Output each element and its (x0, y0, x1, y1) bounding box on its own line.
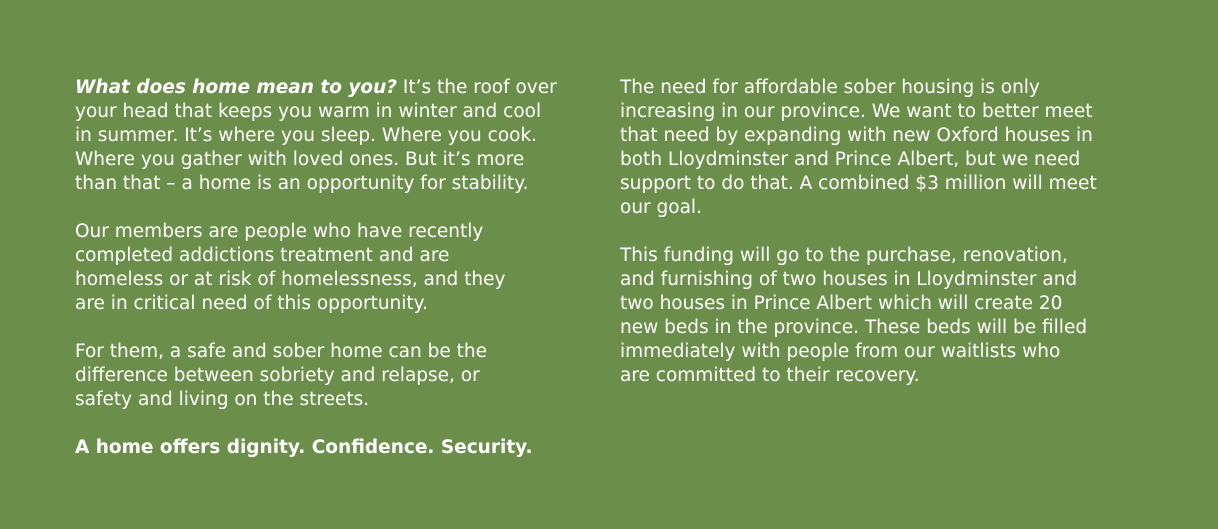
intro-text-line: in summer. It’s where you sleep. Where you cook. (75, 125, 538, 146)
funding-paragraph (620, 244, 1140, 388)
intro-question: What does home mean to you? (75, 77, 398, 98)
safe-home-paragraph (75, 340, 585, 412)
members-text-line: Our members are people who have recently (75, 221, 484, 242)
funding-text-line: new beds in the province. These beds will be filled (620, 317, 1088, 338)
members-text-line: completed addictions treatment and are (75, 245, 450, 266)
closing-text: A home offers dignity. Confidence. Security. (75, 437, 533, 458)
need-text-line: that need by expanding with new Oxford houses in (620, 125, 1093, 146)
intro-text-line: than that – a home is an opportunity for stability. (75, 173, 529, 194)
safe-home-text-line: For them, a safe and sober home can be the (75, 341, 487, 362)
funding-text-line: and furnishing of two houses in Lloydminster and (620, 269, 1078, 290)
intro-paragraph (75, 76, 585, 196)
need-text-line: both Lloydminster and Prince Albert, but we need (620, 149, 1081, 170)
intro-first-line (75, 76, 585, 100)
need-text-line: The need for affordable sober housing is only (620, 77, 1040, 98)
need-paragraph (620, 76, 1140, 220)
closing-statement (75, 436, 585, 460)
need-text-line: increasing in our province. We want to better meet (620, 101, 1093, 122)
safe-home-text-line: difference between sobriety and relapse, or (75, 365, 480, 386)
members-text-line: homeless or at risk of homelessness, and they (75, 269, 506, 290)
intro-text-line: your head that keeps you warm in winter and cool (75, 101, 542, 122)
need-text-line: support to do that. A combined $3 million will meet (620, 173, 1097, 194)
funding-text-line: are committed to their recovery. (620, 365, 920, 386)
funding-text-line: two houses in Prince Albert which will create 20 (620, 293, 1063, 314)
funding-text-line: This funding will go to the purchase, renovation, (620, 245, 1068, 266)
need-text-line: our goal. (620, 197, 702, 218)
intro-text-line: Where you gather with loved ones. But it’s more (75, 149, 525, 170)
right-column (620, 76, 1140, 412)
funding-text-line: immediately with people from our waitlists who (620, 341, 1061, 362)
safe-home-text-line: safety and living on the streets. (75, 389, 370, 410)
members-text-line: are in critical need of this opportunity. (75, 293, 428, 314)
left-column (75, 76, 585, 460)
intro-text-line: It’s the roof over (397, 77, 557, 98)
members-paragraph (75, 220, 585, 316)
